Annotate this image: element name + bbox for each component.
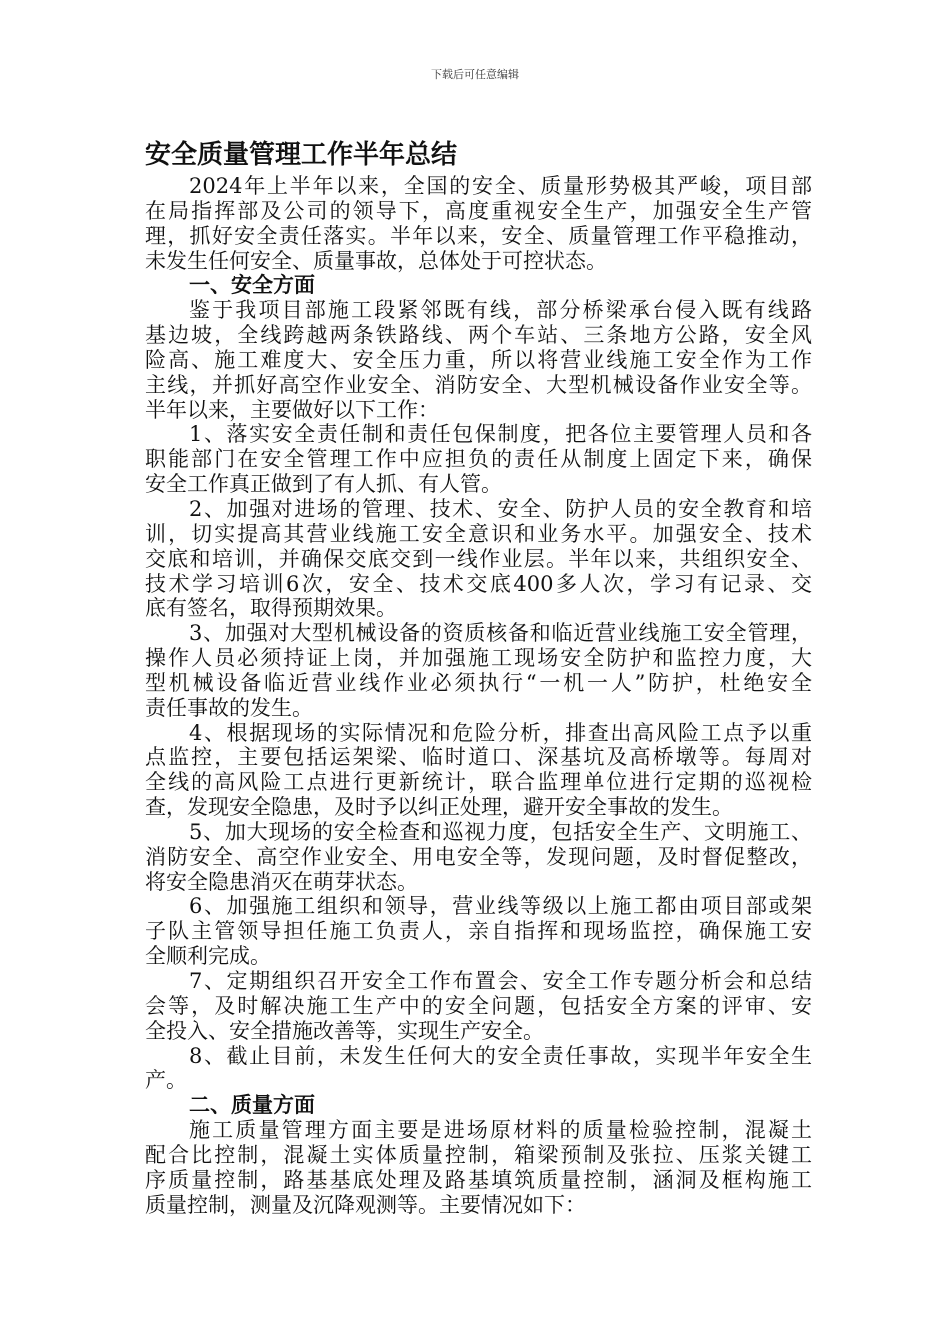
- text-line: 底有签名，取得预期效果。: [145, 596, 397, 621]
- text-line: 训，切实提高其营业线施工安全意识和业务水平。加强安全、技术: [145, 521, 812, 546]
- text-line: 技术学习培训6次，安全、技术交底400多人次，学习有记录、交: [145, 571, 812, 596]
- text-line: 操作人员必须持证上岗，并加强施工现场安全防护和监控力度，大: [145, 646, 812, 671]
- paragraph: [145, 174, 812, 273]
- text-line: 1、落实安全责任制和责任包保制度，把各位主要管理人员和各: [189, 422, 812, 447]
- text-line: 会等，及时解决施工生产中的安全问题，包括安全方案的评审、安: [145, 993, 812, 1018]
- text-line: 7、定期组织召开安全工作布置会、安全工作专题分析会和总结: [189, 969, 812, 993]
- text-line: 产。: [145, 1068, 187, 1093]
- text-line: 3、加强对大型机械设备的资质核备和临近营业线施工安全管理，: [189, 621, 812, 646]
- text-line: 6、加强施工组织和领导，营业线等级以上施工都由项目部或架: [189, 894, 812, 919]
- text-line: 一、安全方面: [189, 273, 315, 298]
- text-line: 鉴于我项目部施工段紧邻既有线，部分桥梁承台侵入既有线路: [189, 298, 812, 323]
- text-line: 未发生任何安全、质量事故，总体处于可控状态。: [145, 248, 607, 273]
- text-line: 型机械设备临近营业线作业必须执行“一机一人”防护，杜绝安全: [145, 670, 812, 695]
- paragraph: [145, 1118, 812, 1217]
- document-body: [145, 174, 812, 1217]
- text-line: 交底和培训，并确保交底交到一线作业层。半年以来，共组织安全、: [145, 546, 812, 571]
- text-line: 子队主管领导担任施工负责人，亲自指挥和现场监控，确保施工安: [145, 919, 812, 944]
- paragraph: [145, 422, 812, 497]
- paragraph: [145, 969, 812, 1044]
- text-line: 责任事故的发生。: [145, 695, 313, 720]
- text-line: 8、截止目前，未发生任何大的安全责任事故，实现半年安全生: [189, 1043, 812, 1068]
- text-line: 施工质量管理方面主要是进场原材料的质量检验控制，混凝土: [189, 1118, 812, 1143]
- text-line: 半年以来，主要做好以下工作：: [145, 397, 439, 422]
- paragraph: [145, 1044, 812, 1094]
- text-line: 全顺利完成。: [145, 944, 271, 969]
- text-line: 消防安全、高空作业安全、用电安全等，发现问题，及时督促整改，: [145, 844, 812, 869]
- text-line: 安全工作真正做到了有人抓、有人管。: [145, 472, 502, 497]
- section-heading: [145, 1093, 812, 1118]
- text-line: 4、根据现场的实际情况和危险分析，排查出高风险工点予以重: [189, 720, 812, 745]
- paragraph: [145, 497, 812, 621]
- text-line: 全投入、安全措施改善等，实现生产安全。: [145, 1018, 544, 1043]
- document-title: 安全质量管理工作半年总结: [145, 140, 458, 170]
- text-line: 主线，并抓好高空作业安全、消防安全、大型机械设备作业安全等。: [145, 372, 812, 397]
- text-line: 2024年上半年以来，全国的安全、质量形势极其严峻，项目部: [189, 174, 812, 198]
- text-line: 将安全隐患消灭在萌芽状态。: [145, 869, 418, 894]
- text-line: 点监控，主要包括运架梁、临时道口、深基坑及高桥墩等。每周对: [145, 745, 812, 770]
- text-line: 查，发现安全隐患，及时予以纠正处理，避开安全事故的发生。: [145, 795, 733, 820]
- paragraph: [145, 721, 812, 820]
- text-line: 质量控制，测量及沉降观测等。主要情况如下：: [145, 1192, 586, 1217]
- text-line: 理，抓好安全责任落实。半年以来，安全、质量管理工作平稳推动，: [145, 223, 812, 248]
- text-line: 基边坡，全线跨越两条铁路线、两个车站、三条地方公路，安全风: [145, 323, 812, 348]
- paragraph: [145, 298, 812, 422]
- text-line: 二、质量方面: [189, 1093, 315, 1118]
- paragraph: [145, 820, 812, 895]
- text-line: 职能部门在安全管理工作中应担负的责任从制度上固定下来，确保: [145, 447, 812, 472]
- text-line: 全线的高风险工点进行更新统计，联合监理单位进行定期的巡视检: [145, 770, 812, 795]
- header-note: 下载后可任意编辑: [431, 68, 519, 81]
- paragraph: [145, 621, 812, 720]
- section-heading: [145, 273, 812, 298]
- text-line: 2、加强对进场的管理、技术、安全、防护人员的安全教育和培: [189, 496, 812, 521]
- text-line: 配合比控制，混凝土实体质量控制，箱梁预制及张拉、压浆关键工: [145, 1142, 812, 1167]
- text-line: 险高、施工难度大、安全压力重，所以将营业线施工安全作为工作: [145, 347, 812, 372]
- text-line: 序质量控制，路基基底处理及路基填筑质量控制，涵洞及框构施工: [145, 1167, 812, 1192]
- text-line: 5、加大现场的安全检查和巡视力度，包括安全生产、文明施工、: [189, 819, 812, 844]
- text-line: 在局指挥部及公司的领导下，高度重视安全生产，加强安全生产管: [145, 198, 812, 223]
- paragraph: [145, 894, 812, 969]
